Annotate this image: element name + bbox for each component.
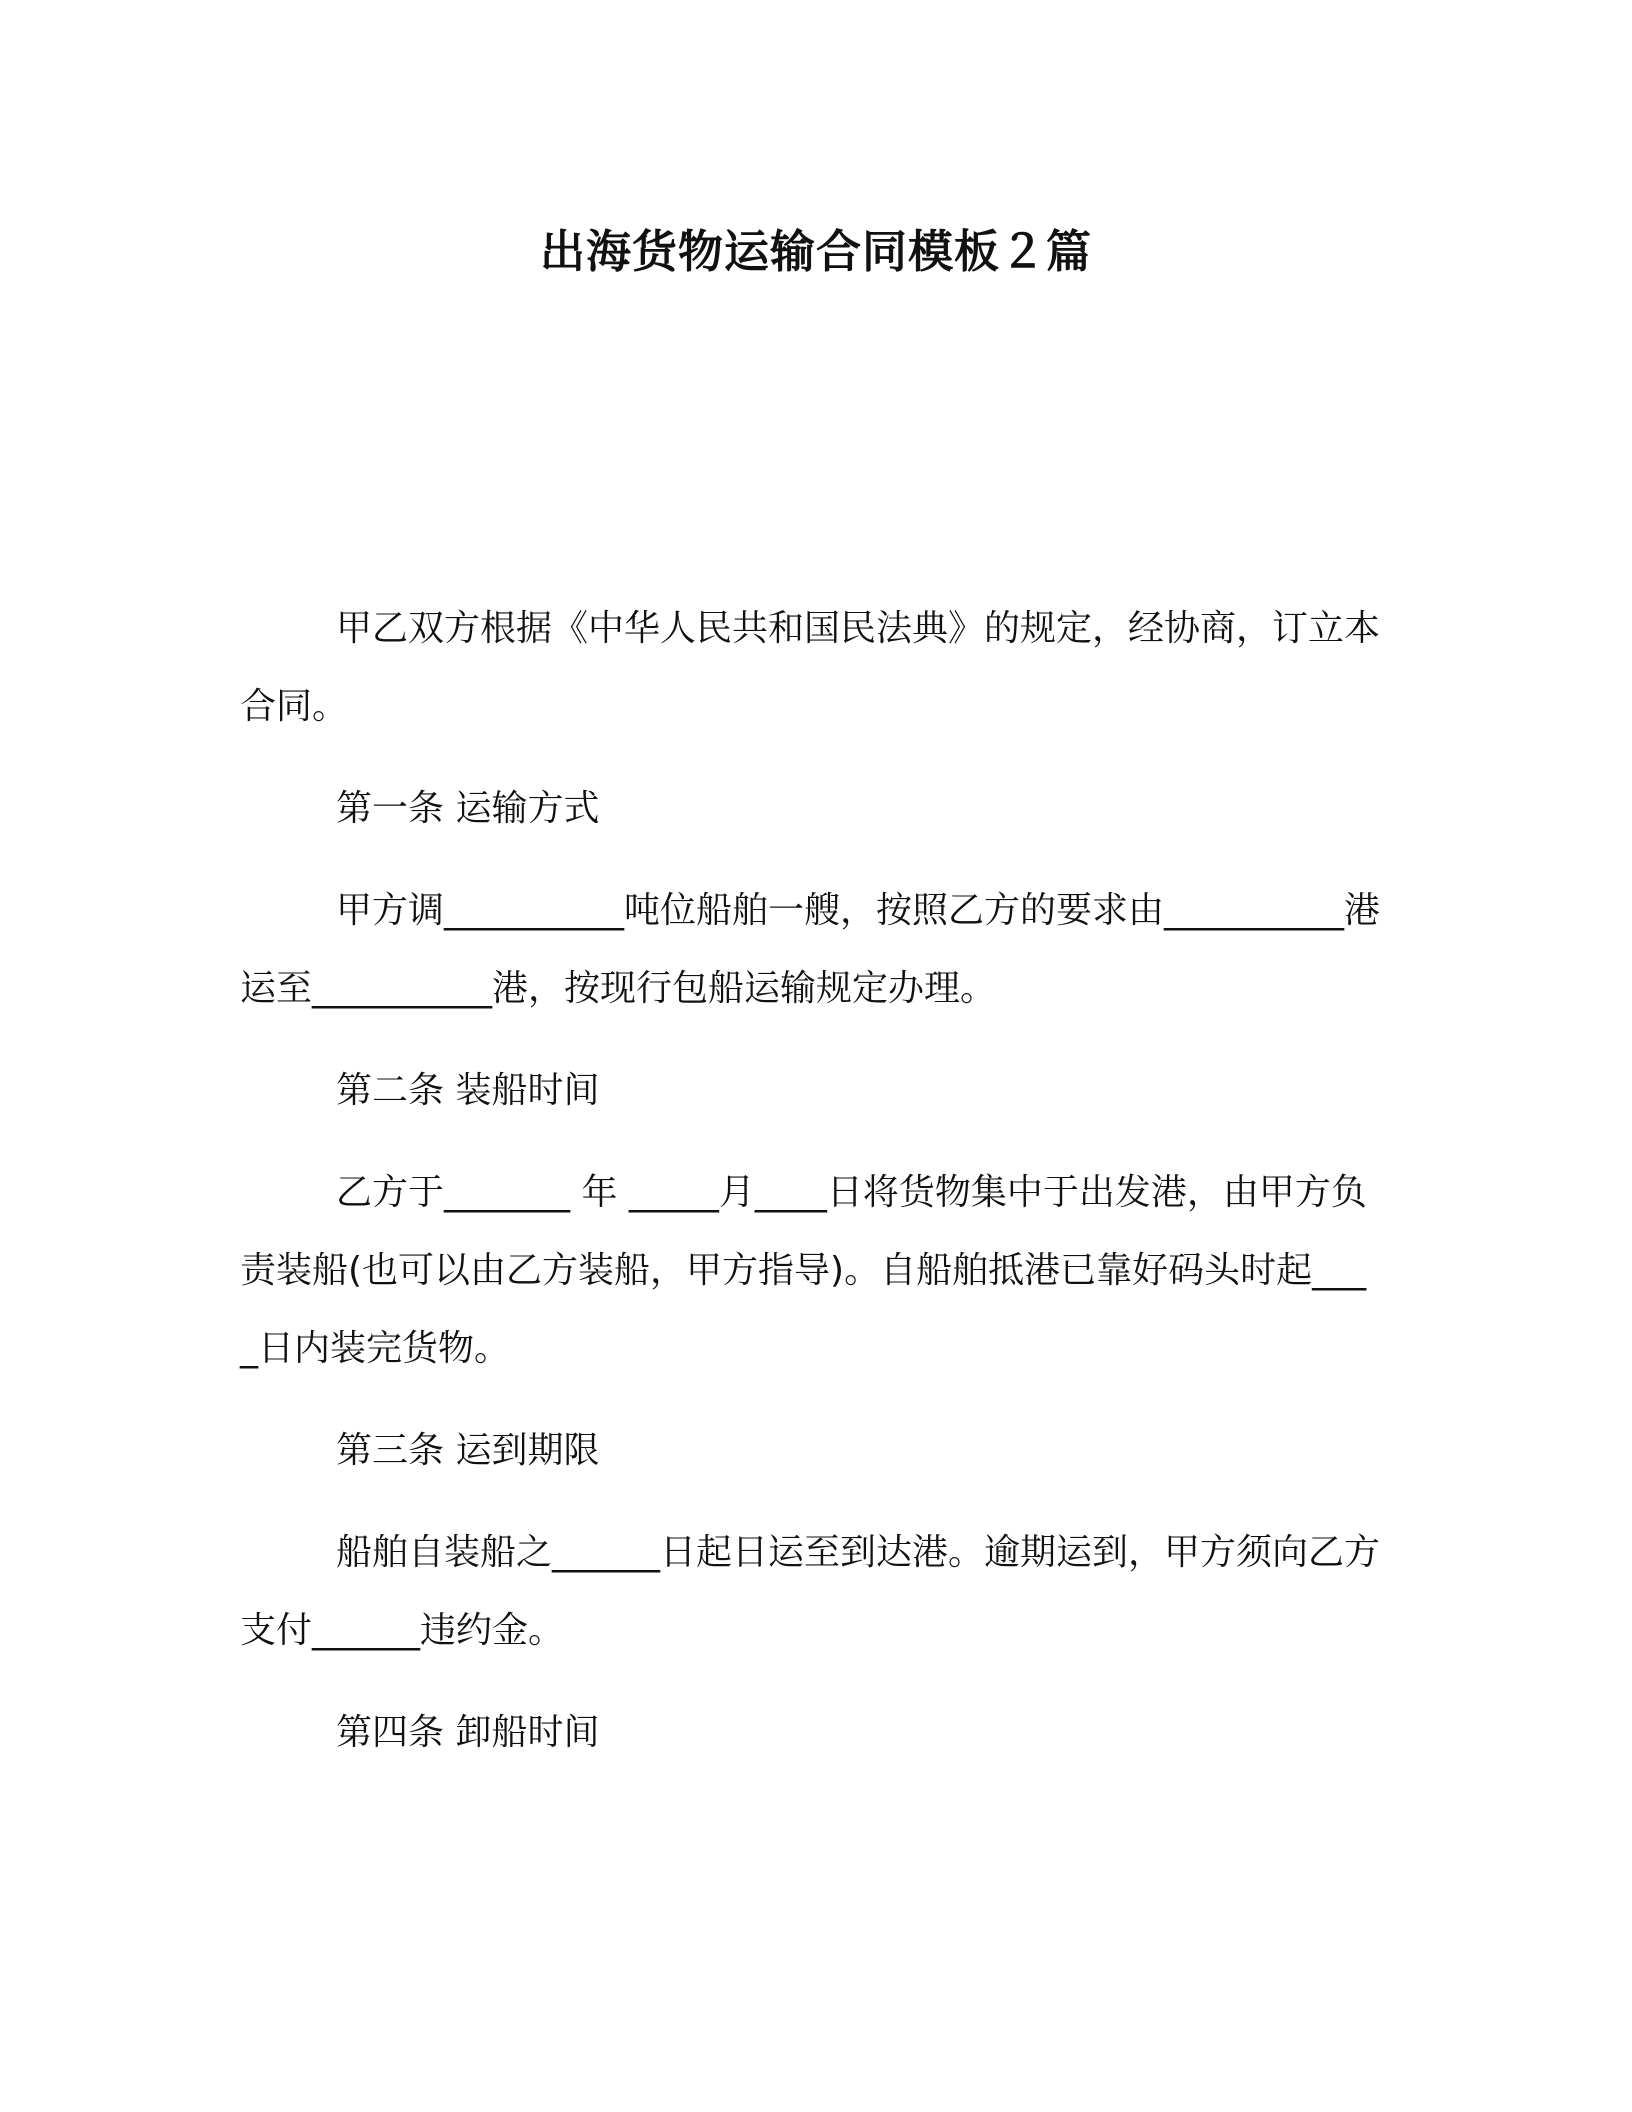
article-3-paragraph: 船舶自装船之______日起日运至到达港。逾期运到，甲方须向乙方支付______违约金。 (240, 1532, 1381, 1651)
document-title: 出海货物运输合同模板２篇 (539, 225, 1092, 278)
article-1-paragraph: 甲方调__________吨位船舶一艘，按照乙方的要求由__________港运至__________港，按现行包船运输规定办理。 (240, 890, 1381, 1009)
article-1-heading: 第一条 运输方式 (336, 788, 600, 829)
article-3-heading: 第三条 运到期限 (336, 1430, 600, 1471)
document-body (240, 590, 1380, 1772)
article-4-heading: 第四条 卸船时间 (336, 1712, 600, 1753)
article-2-paragraph: 乙方于_______ 年 _____月____日将货物集中于出发港，由甲方负责装船(也可以由乙方装船，甲方指导)。自船舶抵港已靠好码头时起____日内装完货物。 (240, 1172, 1367, 1369)
article-2-heading: 第二条 装船时间 (336, 1070, 600, 1111)
intro-paragraph: 甲乙双方根据《中华人民共和国民法典》的规定，经协商，订立本合同。 (240, 608, 1381, 727)
